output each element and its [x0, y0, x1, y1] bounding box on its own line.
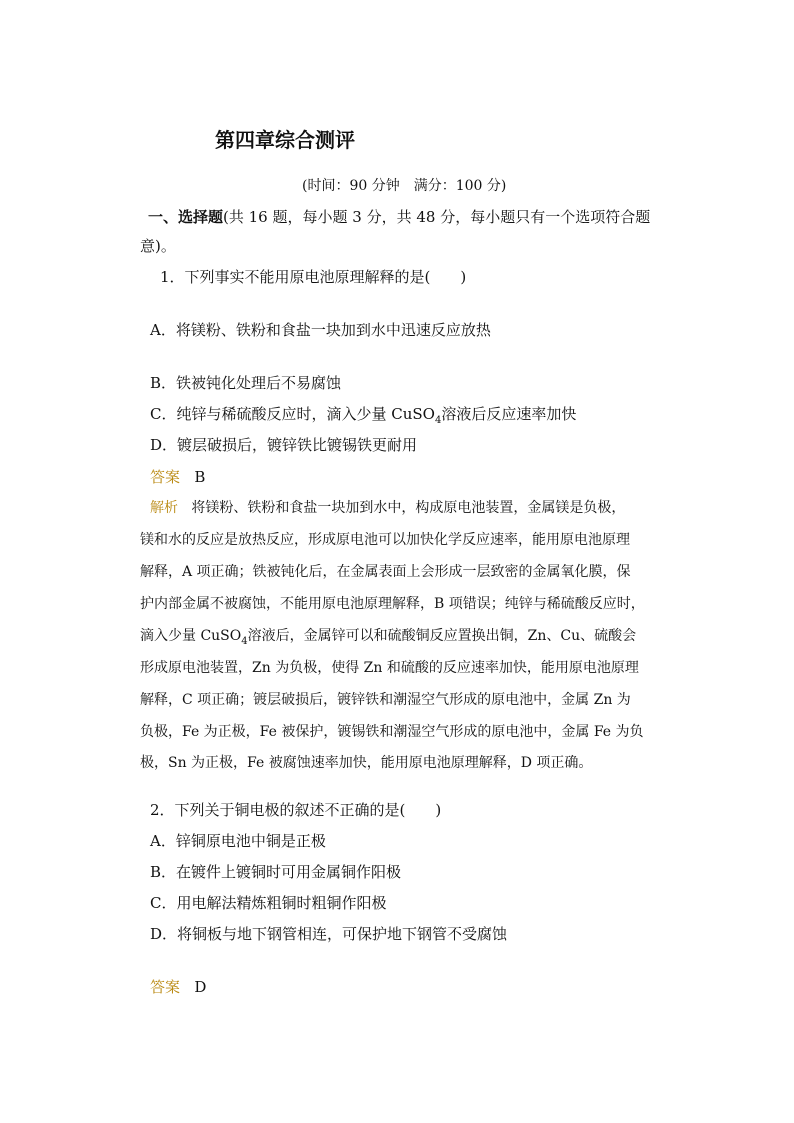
- exam-meta: (时间：90 分钟 满分：100 分): [302, 178, 507, 194]
- explanation-text-end: 溶液后，金属锌可以和硫酸铜反应置换出铜，Zn、Cu、硫酸会: [247, 628, 637, 644]
- explanation-label: 解析: [150, 500, 178, 516]
- answer-label: 答案: [150, 468, 181, 486]
- question-2-answer: [150, 977, 206, 997]
- question-1-expl-line-5: [140, 626, 636, 646]
- question-1-option-d: D．镀层破损后，镀锌铁比镀锡铁更耐用: [150, 436, 418, 454]
- question-1-answer: [150, 467, 205, 487]
- subscript: 4: [434, 415, 442, 426]
- explanation-text: 将镁粉、铁粉和食盐一块加到水中，构成原电池装置，金属镁是负极，: [191, 500, 626, 516]
- question-1-expl-line-7: 解释，C 项正确；镀层破损后，镀锌铁和潮湿空气形成的原电池中，金属 Zn 为: [140, 692, 631, 708]
- page-title: 第四章综合测评: [215, 128, 355, 152]
- question-1-expl-line-6: 形成原电池装置，Zn 为负极，使得 Zn 和硫酸的反应速率加快，能用原电池原理: [140, 660, 639, 676]
- section-description: (共 16 题，每小题 3 分，共 48 分，每小题只有一个选项符合题: [223, 208, 651, 226]
- question-1-option-c: [150, 404, 576, 424]
- question-1-expl-line-4: 护内部金属不被腐蚀，不能用原电池原理解释，B 项错误；纯锌与稀硫酸反应时，: [140, 596, 645, 612]
- question-1-option-b: B．铁被钝化处理后不易腐蚀: [150, 374, 342, 392]
- question-2-option-b: B．在镀件上镀铜时可用金属铜作阳极: [150, 863, 402, 881]
- question-1-expl-line-9: 极，Sn 为正极，Fe 被腐蚀速率加快，能用原电池原理解释，D 项正确。: [140, 755, 593, 771]
- question-2-option-d: D．将铜板与地下钢管相连，可保护地下钢管不受腐蚀: [150, 925, 508, 943]
- question-1-expl-line-2: 镁和水的反应是放热反应，形成原电池可以加快化学反应速率，能用原电池原理: [140, 532, 630, 548]
- section-heading-line: [148, 207, 650, 227]
- question-2-stem: 2．下列关于铜电极的叙述不正确的是( ): [150, 801, 442, 819]
- answer-value: D: [194, 978, 207, 996]
- option-c-text: C．纯锌与稀硫酸反应时，滴入少量 CuSO: [150, 405, 435, 423]
- question-2-option-a: A．锌铜原电池中铜是正极: [150, 832, 326, 850]
- question-2-option-c: C．用电解法精炼粗铜时粗铜作阳极: [150, 894, 387, 912]
- option-c-text-end: 溶液后反应速率加快: [441, 405, 577, 423]
- question-1-expl-line-3: 解释，A 项正确；铁被钝化后，在金属表面上会形成一层致密的金属氧化膜，保: [140, 564, 631, 580]
- answer-value: B: [194, 468, 206, 486]
- explanation-text: 滴入少量 CuSO: [140, 628, 242, 644]
- question-1-stem: 1．下列事实不能用原电池原理解释的是( ): [160, 268, 467, 286]
- question-1-option-a: A．将镁粉、铁粉和食盐一块加到水中迅速反应放热: [150, 321, 491, 339]
- section-heading: 一、选择题: [148, 208, 224, 226]
- question-1-expl-line-1: [150, 498, 625, 518]
- subscript: 4: [241, 635, 248, 647]
- answer-label: 答案: [150, 978, 181, 996]
- question-1-expl-line-8: 负极，Fe 为正极，Fe 被保护，镀锡铁和潮湿空气形成的原电池中，金属 Fe 为负: [140, 724, 644, 740]
- section-description-cont: 意)。: [140, 237, 176, 255]
